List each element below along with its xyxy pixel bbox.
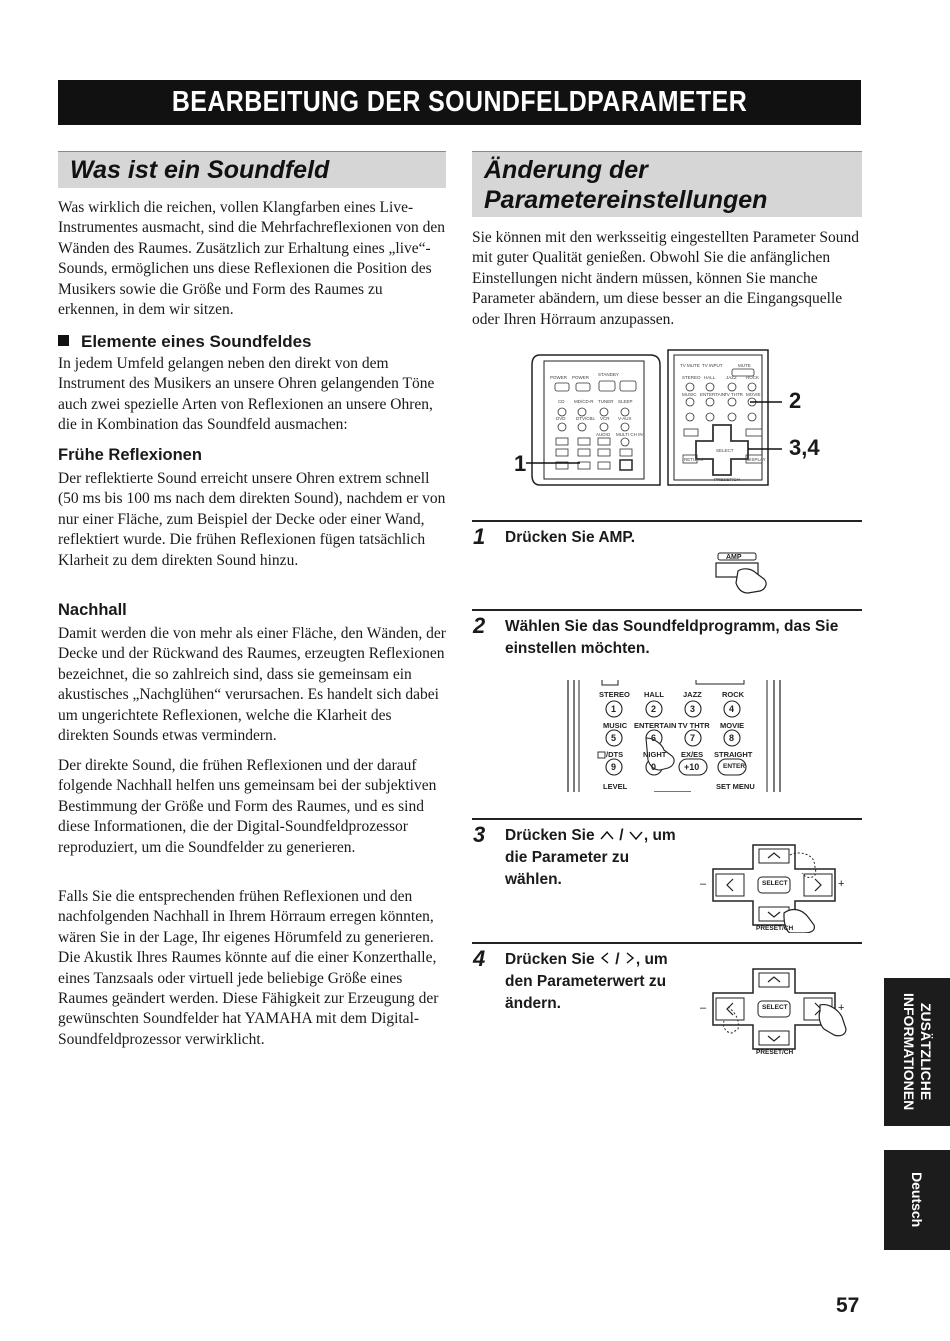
dpad-plus-label: + (838, 878, 845, 890)
svg-text:JAZZ: JAZZ (726, 375, 737, 380)
svg-text:MUTE: MUTE (738, 363, 751, 368)
step-2-text-line2: einstellen möchten. (505, 640, 650, 657)
key-label-tv-thtr: TV THTR (678, 721, 710, 730)
side-tab-language (884, 1150, 950, 1250)
dpad-illustration-up-down (698, 843, 850, 933)
svg-text:HALL: HALL (704, 375, 716, 380)
svg-text:TV INPUT: TV INPUT (702, 363, 723, 368)
section-heading-line2: Parametereinstellungen (484, 186, 768, 214)
svg-text:ENTERTAIN: ENTERTAIN (700, 392, 726, 397)
svg-text:ROCK: ROCK (746, 375, 760, 380)
elements-paragraph: In jedem Umfeld gelangen neben den direkt von dem Instrument des Musikers an unsere Ohren gelangenden Töne auch zwei spezielle Arten von Reflexionen an unsere Ohren, die in Kombination das Soundfeld ausmachen: (58, 355, 435, 434)
key-1: 1 (611, 704, 617, 714)
dpad-illustration-left-right (698, 967, 850, 1059)
step-2-text-line1: Wählen Sie das Soundfeldprogramm, das Sie (505, 618, 839, 635)
svg-text:SELECT: SELECT (716, 448, 734, 453)
program-keypad-illustration (566, 680, 784, 792)
step-3-text-c: , um (643, 827, 676, 844)
step-3-text-b: / (614, 827, 628, 844)
keypad-labels (566, 680, 784, 792)
side-tab-additional-info-text (900, 993, 934, 1110)
svg-text:DISPLAY: DISPLAY (747, 457, 766, 462)
step-2-rule (472, 609, 862, 611)
step-4-text-c: , um (635, 951, 668, 968)
svg-text:MOVIE: MOVIE (746, 392, 761, 397)
acoustics-paragraph: Falls Sie die entsprechenden frühen Reflexionen und den nachfolgenden Nachhall in Ihrem Hörraum erregen könnten, wären Sie in der Lage, Ihr eigenes Hörumfeld zu generieren. Die Akustik Ihres Raumes könnte auf die einer Konzerthalle, eines Tanzsaals oder virtuell jede beliebige Größe eines Raumes geändert werden. Diese Fähigkeit zur Erzeugung der gewünschten Soundfelder hat YAMAHA mit dem Digital-Soundfeldprozessor verwirklicht. (58, 888, 439, 1048)
callout-3-4: 3,4 (789, 435, 820, 460)
key-7: 7 (690, 733, 696, 743)
side-tab-additional-info (884, 978, 950, 1126)
page-title: BEARBEITUNG DER SOUNDFELDPARAMETER (171, 86, 748, 118)
key-label-rock: ROCK (722, 690, 745, 699)
key-label-ex-es: EX/ES (681, 750, 704, 759)
side-tab-language-text: Deutsch (909, 1172, 925, 1228)
svg-text:TV THTR: TV THTR (724, 392, 743, 397)
key-label-entertain: ENTERTAIN (634, 721, 677, 730)
step-4-text-b: / (610, 951, 624, 968)
pointing-finger-icon (736, 569, 766, 593)
arrow-right-icon (624, 951, 636, 965)
key-5: 5 (611, 733, 617, 743)
section-heading-text: Was ist ein Soundfeld (70, 156, 330, 184)
section-heading-line1: Änderung der (484, 156, 648, 184)
step-2-text (505, 616, 862, 660)
section-heading-soundfield (58, 151, 446, 188)
svg-text:TUNER: TUNER (598, 399, 614, 404)
subheading-elements-text: Elemente eines Soundfeldes (81, 332, 312, 351)
svg-text:RETURN: RETURN (684, 457, 703, 462)
remote-overview-illustration (510, 345, 810, 495)
key-label-movie: MOVIE (720, 721, 745, 730)
page-number: 57 (836, 1294, 860, 1317)
svg-text:DTV/CBL: DTV/CBL (576, 416, 596, 421)
direct-sound-paragraph: Der direkte Sound, die frühen Reflexionen und der darauf folgende Nachhall helfen uns gemeinsam bei der subjektiven Bestimmung der Größe und Form des Raumes, und es sind diese Informationen, die der Digital-Soundfeldprozessor reproduziert, um die Soundfelder zu generieren. (58, 757, 437, 856)
dpad-minus-label: – (700, 1002, 707, 1014)
bullet-square-icon (58, 335, 69, 346)
arrow-up-icon (599, 829, 615, 841)
step-1-rule (472, 520, 862, 522)
svg-text:V-AUX: V-AUX (618, 416, 632, 421)
intro-paragraph: Was wirklich die reichen, vollen Klangfarben eines Live-Instrumentes ausmacht, sind die Mehrfachreflexionen von den Wänden des Raumes. Zusätzlich zur Erhaltung eines „live“-Sounds, ermöglichen uns diese Reflexionen die Position des Musikers sowie die Größe und Form des Raumes zu erkennen, in dem wir sitzen. (58, 199, 445, 319)
svg-text:MUSIC: MUSIC (682, 392, 697, 397)
callout-2: 2 (789, 388, 802, 413)
section-heading-parameters (472, 151, 862, 217)
svg-text:DVD: DVD (556, 416, 566, 421)
step-4-text-a: Drücken Sie (505, 951, 599, 968)
dpad-preset-label: PRESET/CH (756, 925, 794, 932)
svg-text:MD/CD-R: MD/CD-R (574, 399, 594, 404)
step-3-rule (472, 818, 862, 820)
svg-text:TV MUTE: TV MUTE (680, 363, 700, 368)
key-4: 4 (729, 704, 735, 714)
key-8: 8 (729, 733, 735, 743)
step-1-number: 1 (473, 524, 486, 549)
subheading-elements (58, 332, 446, 352)
step-3-text-line3: wählen. (505, 871, 562, 888)
remote-left (532, 355, 660, 485)
amp-button-illustration (712, 549, 772, 595)
key-label-level: LEVEL (603, 782, 628, 791)
step-3-text-a: Drücken Sie (505, 827, 599, 844)
key-enter: ENTER (723, 763, 746, 770)
amp-label: AMP (726, 554, 742, 561)
reverb-paragraph: Damit werden die von mehr als einer Fläche, den Wänden, der Decke und der Rückwand des Raumes, erzeugten Reflexionen bezeichnet, die so zahlreich sind, dass sie gemeinsam ein akustisches „Nachglühen“ verursachen. Es handelt sich dabei um ungerichtete Reflexionen, welche die Klarheit des direkten Sounds etwas vermindern. (58, 625, 446, 745)
key-0: 0 (651, 762, 657, 772)
svg-text:POWER: POWER (550, 375, 568, 380)
svg-text:SLEEP: SLEEP (618, 399, 633, 404)
key-3: 3 (690, 704, 696, 714)
svg-text:VCR: VCR (600, 416, 610, 421)
key-2: 2 (651, 704, 657, 714)
step-2-number: 2 (473, 613, 486, 638)
remote-right (668, 350, 768, 485)
side-tab-line2: INFORMATIONEN (901, 993, 917, 1111)
key-6: 6 (651, 733, 657, 743)
step-3-text-line2: die Parameter zu (505, 849, 630, 866)
key-label-night: NIGHT (643, 750, 667, 759)
svg-text:MULTI CH IN: MULTI CH IN (616, 432, 643, 437)
callout-1: 1 (514, 451, 527, 476)
svg-text:CD: CD (558, 399, 565, 404)
key-9: 9 (611, 762, 617, 772)
dpad-select-label: SELECT (762, 1004, 788, 1011)
step-4-rule (472, 942, 862, 944)
dpad-preset-label: PRESET/CH (756, 1049, 794, 1056)
key-label-set-menu: SET MENU (716, 782, 755, 791)
step-3-number: 3 (473, 822, 486, 847)
step-4-number: 4 (473, 946, 486, 971)
svg-text:STEREO: STEREO (682, 375, 701, 380)
subheading-reverb: Nachhall (58, 601, 127, 619)
side-tab-line1: ZUSÄTZLICHE (918, 1003, 934, 1101)
key-label-dts: /DTS (606, 750, 624, 759)
early-reflections-paragraph: Der reflektierte Sound erreicht unsere Ohren extrem schnell (50 ms bis 100 ms nach dem direkten Sound), nachdem er von nur einer Fläche, zum Beispiel der Decke oder einer Wand, reflektiert wurde. Die frühen Reflexionen fügen tatsächlich Klarheit zu dem direkten Sound hinzu. (58, 470, 446, 569)
svg-text:POWER: POWER (572, 375, 590, 380)
svg-text:AUDIO: AUDIO (596, 432, 611, 437)
page-title-banner (58, 80, 861, 125)
subheading-early-reflections: Frühe Reflexionen (58, 446, 202, 464)
key-plus10: +10 (684, 762, 700, 772)
svg-text:PRESET/CH: PRESET/CH (714, 477, 740, 482)
key-label-straight: STRAIGHT (714, 750, 753, 759)
arrow-down-icon (628, 829, 644, 841)
key-label-stereo: STEREO (599, 690, 630, 699)
key-label-hall: HALL (644, 690, 664, 699)
arrow-left-icon (599, 951, 611, 965)
dpad-select-label: SELECT (762, 880, 788, 887)
dpad-plus-label: + (838, 1002, 845, 1014)
dpad-minus-label: – (700, 878, 707, 890)
step-4-text (505, 949, 695, 1015)
step-1-text: Drücken Sie AMP. (505, 529, 636, 546)
key-label-music: MUSIC (603, 721, 628, 730)
key-label-jazz: JAZZ (683, 690, 702, 699)
step-4-text-line3: ändern. (505, 995, 561, 1012)
parameters-intro: Sie können mit den werksseitig eingestellten Parameter Sound mit guter Qualität genießen. Obwohl Sie die anfänglichen Einstellungen nicht ändern müssen, können Sie manche Parameter abändern, um diese besser an die Eingangsquelle oder Ihren Hörraum anzupassen. (472, 229, 859, 328)
step-4-text-line2: den Parameterwert zu (505, 973, 667, 990)
step-4-text-line1 (505, 949, 695, 971)
step-3-text (505, 825, 695, 891)
svg-text:STANDBY: STANDBY (598, 372, 619, 377)
step-3-text-line1 (505, 825, 695, 847)
